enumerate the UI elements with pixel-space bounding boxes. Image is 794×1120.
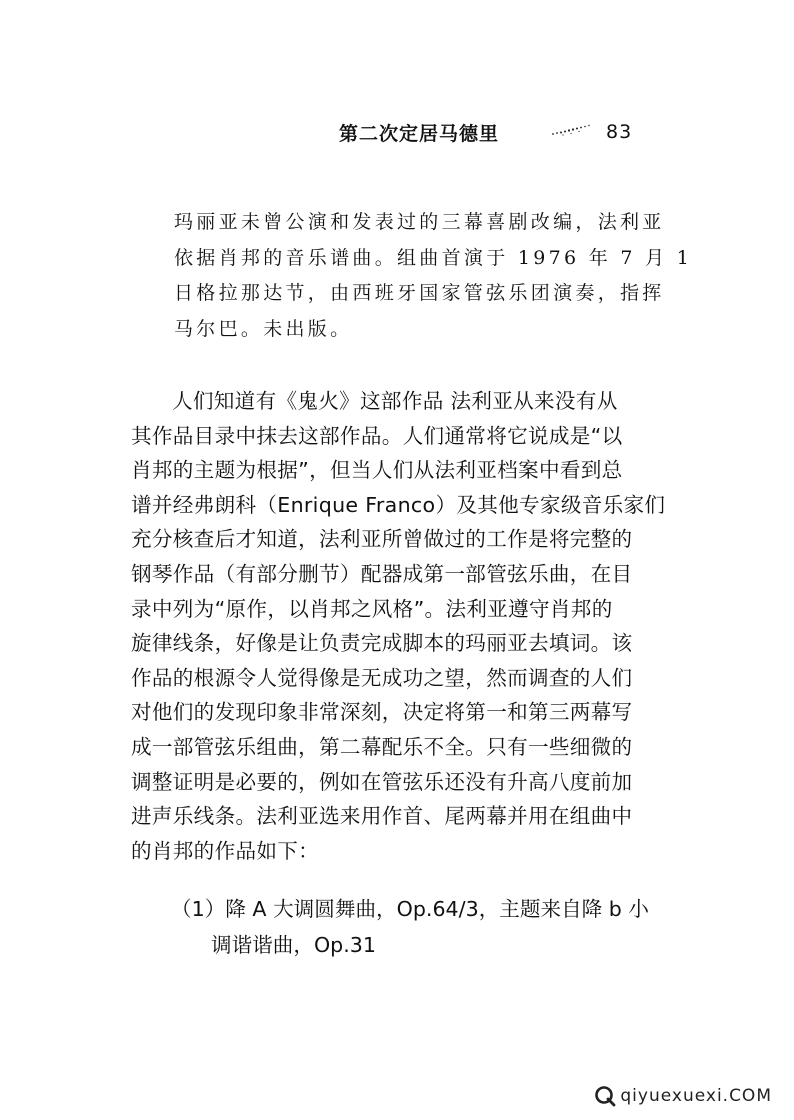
body-line: 充分核查后才知道，法利亚所曾做过的工作是将完整的 xyxy=(131,527,633,552)
body-line: 人们知道有《鬼火》这部作品 法利亚从来没有从 xyxy=(172,389,618,413)
body-paragraph xyxy=(131,384,711,868)
body-line: 谱并经弗朗科（Enrique Franco）及其他专家级音乐家们 xyxy=(131,492,666,517)
body-line: 成一部管弦乐组曲，第二幕配乐不全。只有一些细微的 xyxy=(131,734,633,759)
running-title: 第二次定居马德里 xyxy=(339,123,500,145)
q-logo-icon xyxy=(594,1085,616,1107)
note-line: 马尔巴。未出版。 xyxy=(174,317,353,340)
body-line: 钢琴作品（有部分删节）配器成第一部管弦乐曲，在目 xyxy=(131,561,633,586)
body-line: 调整证明是必要的，例如在管弦乐还没有升高八度前加 xyxy=(131,769,633,794)
body-line: 的肖邦的作品如下： xyxy=(131,838,320,863)
note-line: 日格拉那达节，由西班牙国家管弦乐团演奏，指挥 xyxy=(174,282,665,304)
body-line: 对他们的发现印象非常深刻，决定将第一和第三两幕写 xyxy=(131,700,633,725)
note-line: 玛丽亚未曾公演和发表过的三幕喜剧改编，法利亚 xyxy=(174,211,665,233)
list-item xyxy=(131,891,711,963)
body-line: 肖邦的主题为根据”，但当人们从法利亚档案中看到总 xyxy=(131,458,623,483)
page-number: 83 xyxy=(606,121,633,143)
body-line: 作品的根源令人觉得像是无成功之望，然而调查的人们 xyxy=(131,665,633,690)
note-line: 依据肖邦的音乐谱曲。组曲首演于 1976 年 7 月 1 xyxy=(174,246,693,269)
ornament-icon xyxy=(549,123,593,137)
list-item-line: （1）降 A 大调圆舞曲，Op.64/3，主题来自降 b 小 xyxy=(171,897,650,921)
body-line: 进声乐线条。法利亚选来用作首、尾两幕并用在组曲中 xyxy=(131,804,633,829)
body-line: 旋律线条，好像是让负责完成脚本的玛丽亚去填词。该 xyxy=(131,631,633,656)
body-line: 其作品目录中抹去这部作品。人们通常将它说成是“以 xyxy=(131,423,623,448)
watermark-text: qiyuexuexi.COM xyxy=(620,1086,772,1106)
note-paragraph xyxy=(174,205,694,347)
list-item-line: 调谐谐曲，Op.31 xyxy=(211,933,377,957)
body-line: 录中列为“原作，以肖邦之风格”。法利亚遵守肖邦的 xyxy=(131,596,613,621)
running-header xyxy=(339,117,659,147)
watermark xyxy=(594,1085,772,1107)
